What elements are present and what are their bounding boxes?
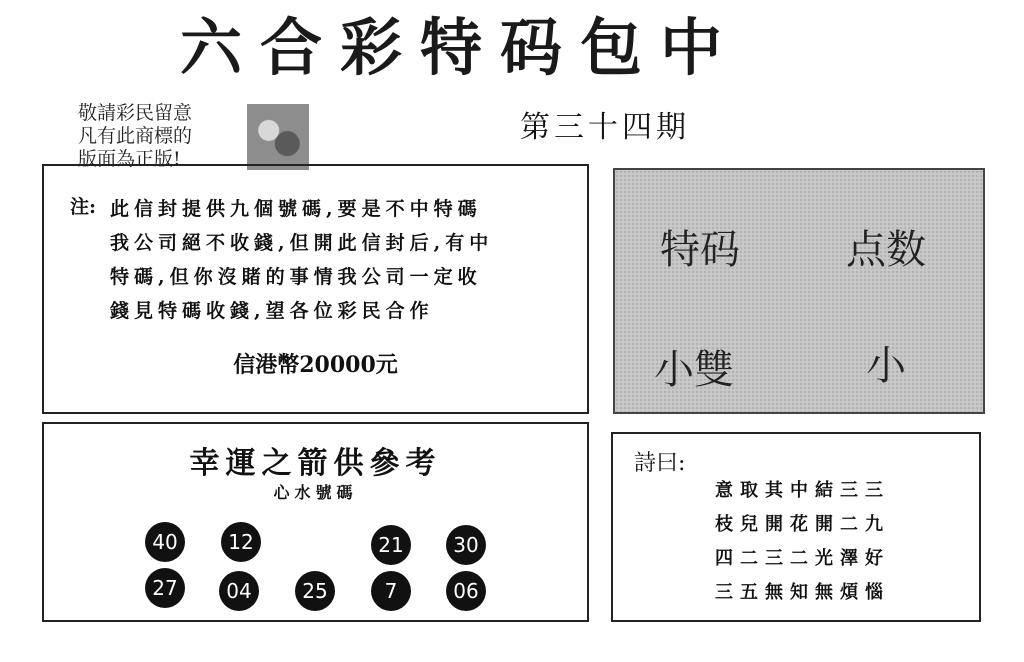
page-title: 六合彩特码包中 (180, 11, 741, 84)
number-ball: 12 (221, 522, 261, 562)
note-line: 特碼,但你沒賭的事情我公司一定收 (110, 266, 482, 288)
special-code-header: 特码 (660, 227, 740, 273)
special-code-value: 小雙 (654, 347, 734, 393)
number-ball: 30 (446, 525, 486, 565)
number-ball: 27 (145, 568, 185, 608)
note-text (110, 192, 580, 328)
poem-line: 意取其中結三三 (715, 480, 890, 501)
authenticity-notice (78, 102, 238, 171)
poem-label: 詩曰: (634, 451, 686, 476)
points-value: 小 (866, 343, 906, 389)
issue-number: 第三十四期 (520, 110, 690, 145)
trademark-logo-image (247, 104, 309, 170)
notice-line: 敬請彩民留意 (78, 102, 193, 124)
poem-line: 枝兒開花開二九 (715, 514, 890, 535)
note-line: 我公司絕不收錢,但開此信封后,有中 (110, 232, 494, 254)
number-ball: 06 (446, 571, 486, 611)
number-ball: 7 (371, 571, 411, 611)
number-ball: 25 (295, 571, 335, 611)
lucky-numbers-title: 幸運之箭供參考 (189, 446, 442, 481)
poem-text (715, 474, 890, 610)
poem-line: 三五無知無煩惱 (715, 582, 890, 603)
notice-line: 版面為正版! (78, 148, 181, 170)
number-ball: 04 (219, 571, 259, 611)
number-ball: 21 (371, 525, 411, 565)
poem-line: 四二三二光澤好 (715, 548, 890, 569)
note-label: 注: (70, 196, 97, 218)
points-header: 点数 (846, 227, 926, 273)
notice-line: 凡有此商標的 (78, 125, 193, 147)
note-line: 此信封提供九個號碼,要是不中特碼 (110, 198, 482, 220)
lucky-numbers-subtitle: 心水號碼 (273, 483, 358, 502)
number-ball: 40 (145, 522, 185, 562)
reward-amount: 信港幣20000元 (233, 352, 398, 378)
note-line: 錢見特碼收錢,望各位彩民合作 (110, 300, 434, 322)
